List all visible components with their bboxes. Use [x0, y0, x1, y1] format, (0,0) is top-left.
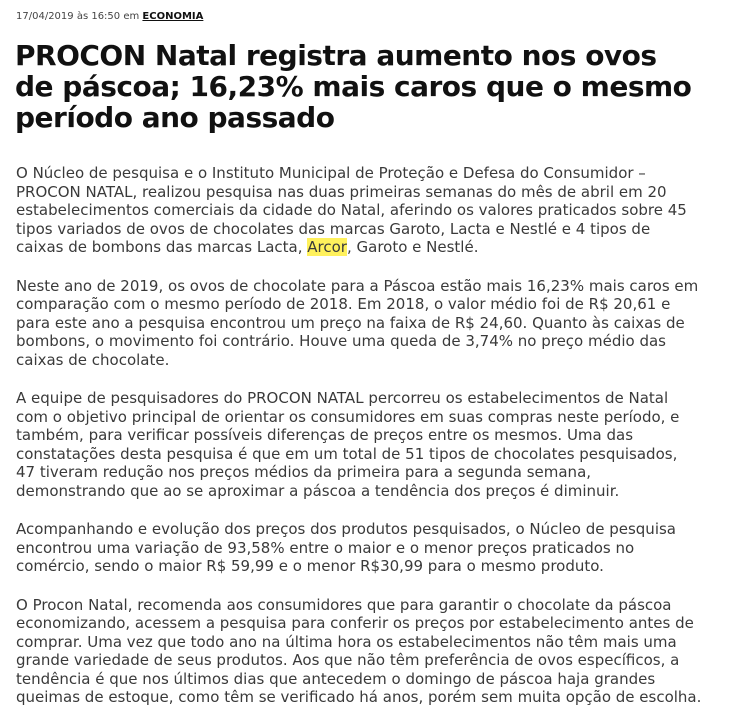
text-line: também, para verificar possíveis diferenças de preços entre os mesmos. Uma das	[16, 426, 634, 444]
text-line: constatações desta pesquisa é que em um total de 51 tipos de chocolates pesquisados,	[16, 444, 678, 463]
text-line: comprar. Uma vez que todo ano na última hora os estabelecimentos não têm mais uma	[16, 632, 677, 651]
article-meta	[16, 11, 203, 22]
text-line: estabelecimentos comerciais da cidade do Natal, aferindo os valores praticados sobre 45	[16, 201, 687, 219]
text-segment: caixas de bombons das marcas Lacta,	[16, 238, 303, 256]
text-line: bombons, o movimento foi contrário. Houve uma queda de 3,74% no preço médio das	[16, 332, 666, 350]
text-line: O Núcleo de pesquisa e o Instituto Municipal de Proteção e Defesa do Consumidor –	[16, 164, 646, 182]
text-line: O Procon Natal, recomenda aos consumidores que para garantir o chocolate da páscoa	[16, 595, 672, 614]
paragraph-4	[16, 520, 716, 576]
text-line: para este ano a pesquisa encontrou um preço na faixa de R$ 24,60. Quanto às caixas de	[16, 313, 685, 332]
title-line: de páscoa; 16,23% mais caros que o mesmo	[15, 70, 692, 103]
text-line: PROCON NATAL, realizou pesquisa nas duas primeiras semanas do mês de abril em 20	[16, 182, 667, 201]
text-segment: , Garoto e Nestlé.	[346, 238, 479, 256]
text-line: tendência é que nos últimos dias que antecedem o domingo de páscoa haja grandes	[16, 669, 656, 688]
article-body	[16, 164, 716, 727]
paragraph-1	[16, 164, 716, 257]
text-line: tipos variados de ovos de chocolates das marcas Garoto, Lacta e Nestlé e 4 tipos de	[16, 219, 651, 238]
text-line: Acompanhando e evolução dos preços dos produtos pesquisados, o Núcleo de pesquisa	[16, 520, 676, 538]
publish-datetime: 17/04/2019 às 16:50 em	[16, 11, 140, 22]
text-line: comparação com o mesmo período de 2018. Em 2018, o valor médio foi de R$ 20,61 e	[16, 295, 671, 313]
text-line: Neste ano de 2019, os ovos de chocolate para a Páscoa estão mais 16,23% mais caros em	[16, 276, 699, 295]
text-line: com o objetivo principal de orientar os consumidores em suas compras neste período, e	[16, 407, 680, 426]
article-title	[15, 40, 715, 133]
title-line: período ano passado	[15, 101, 335, 134]
text-line: caixas de chocolate.	[16, 350, 170, 369]
text-line: comércio, sendo o maior R$ 59,99 e o menor R$30,99 para o mesmo produto.	[16, 557, 604, 575]
category-link[interactable]: ECONOMIA	[142, 11, 204, 22]
paragraph-3	[16, 389, 716, 500]
highlighted-brand: Arcor	[307, 238, 347, 256]
paragraph-2	[16, 277, 716, 370]
text-line: encontrou uma variação de 93,58% entre o maior e o menor preços praticados no	[16, 538, 635, 557]
paragraph-5	[16, 596, 716, 707]
text-line: A equipe de pesquisadores do PROCON NATAL percorreu os estabelecimentos de Natal	[16, 389, 669, 407]
text-line: queimas de estoque, como têm se verificado há anos, porém sem muita opção de escolha.	[16, 688, 702, 706]
title-line: PROCON Natal registra aumento nos ovos	[15, 39, 657, 72]
text-line: grande variedade de seus produtos. Aos que não têm preferência de ovos específicos, a	[16, 651, 680, 669]
text-line: demonstrando que ao se aproximar a páscoa a tendência dos preços é diminuir.	[16, 481, 620, 500]
text-line: economizando, acessem a pesquisa para conferir os preços por estabelecimento antes de	[16, 614, 694, 632]
text-line: 47 tiveram redução nos preços médios da primeira para a segunda semana,	[16, 463, 592, 481]
text-line	[16, 238, 716, 257]
